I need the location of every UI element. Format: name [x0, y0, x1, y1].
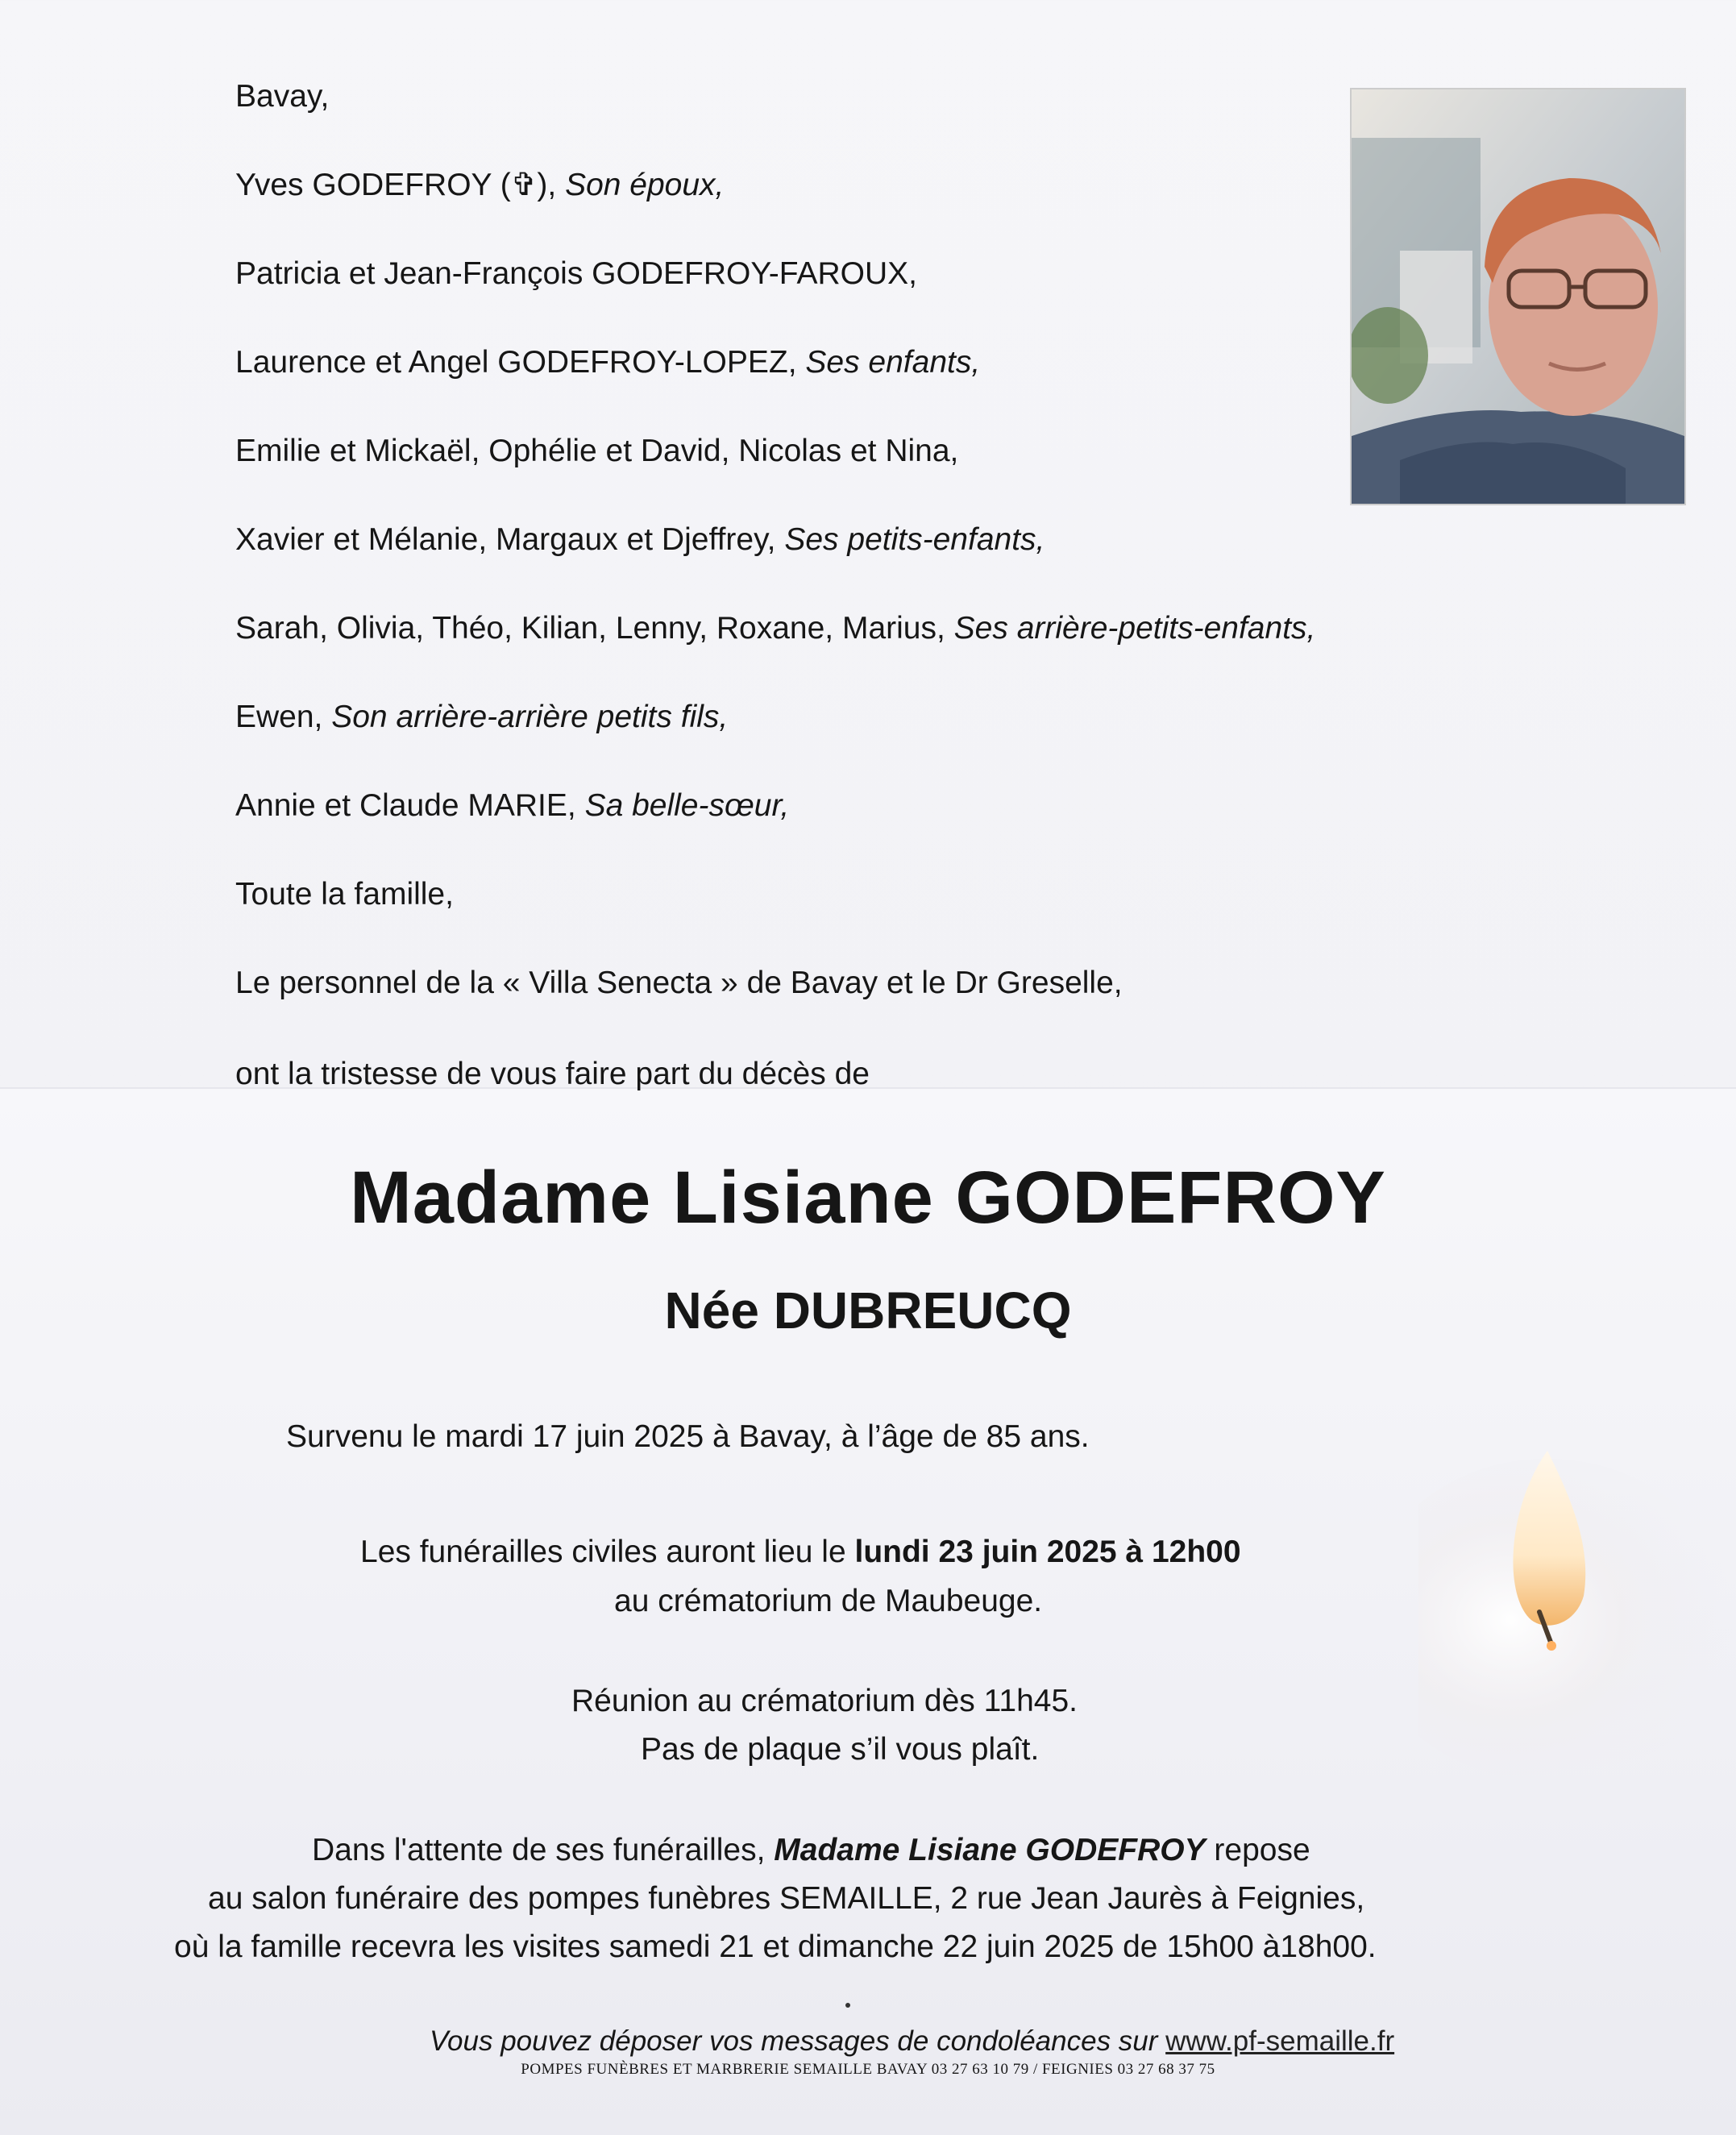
separator-dot — [845, 2003, 850, 2008]
company-footer: POMPES FUNÈBRES ET MARBRERIE SEMAILLE BAVAY 03 27 63 10 79 / FEIGNIES 03 27 68 37 75 — [521, 2061, 1215, 2078]
header-line-7: Sarah, Olivia, Théo, Kilian, Lenny, Roxane, Marius, Ses arrière-petits-enfants, — [235, 611, 1316, 646]
candle-flame-icon — [1418, 1410, 1736, 1813]
meeting-line-2: Pas de plaque s’il vous plaît. — [641, 1732, 1040, 1767]
header-line-12: ont la tristesse de vous faire part du décès de — [235, 1057, 870, 1091]
rest-line-3: où la famille recevra les visites samedi 21 et dimanche 22 juin 2025 de 15h00 à18h00. — [174, 1929, 1377, 1964]
birth-name: Née DUBREUCQ — [664, 1281, 1072, 1340]
portrait-photo — [1350, 88, 1686, 505]
header-line-5: Emilie et Mickaël, Ophélie et David, Nicolas et Nina, — [235, 434, 959, 468]
header-line-6: Xavier et Mélanie, Margaux et Djeffrey, Ses petits-enfants, — [235, 522, 1045, 557]
header-line-3: Patricia et Jean-François GODEFROY-FAROUX, — [235, 256, 917, 291]
rest-line-2: au salon funéraire des pompes funèbres SEMAILLE, 2 rue Jean Jaurès à Feignies, — [208, 1881, 1365, 1916]
header-line-10: Toute la famille, — [235, 877, 454, 912]
cross-icon: ✞ — [510, 168, 538, 202]
condolences-line: Vous pouvez déposer vos messages de condoléances sur www.pf-semaille.fr — [430, 2025, 1395, 2057]
header-line-2: Yves GODEFROY (✞), Son époux, — [235, 168, 725, 202]
header-line-4: Laurence et Angel GODEFROY-LOPEZ, Ses enfants, — [235, 345, 981, 380]
header-line-8: Ewen, Son arrière-arrière petits fils, — [235, 700, 729, 734]
rest-line-1: Dans l'attente de ses funérailles, Madame Lisiane GODEFROY repose — [312, 1833, 1310, 1867]
deceased-name: Madame Lisiane GODEFROY — [350, 1157, 1386, 1239]
website-link[interactable]: www.pf-semaille.fr — [1165, 2025, 1395, 2057]
header-line-11: Le personnel de la « Villa Senecta » de Bavay et le Dr Greselle, — [235, 966, 1123, 1000]
funeral-line-1: Les funérailles civiles auront lieu le lundi 23 juin 2025 à 12h00 — [360, 1535, 1241, 1569]
meeting-line-1: Réunion au crématorium dès 11h45. — [571, 1684, 1078, 1718]
death-info: Survenu le mardi 17 juin 2025 à Bavay, à l’âge de 85 ans. — [286, 1419, 1090, 1454]
header-line-1: Bavay, — [235, 79, 330, 114]
funeral-line-2: au crématorium de Maubeuge. — [614, 1584, 1043, 1618]
header-line-9: Annie et Claude MARIE, Sa belle-sœur, — [235, 788, 790, 823]
